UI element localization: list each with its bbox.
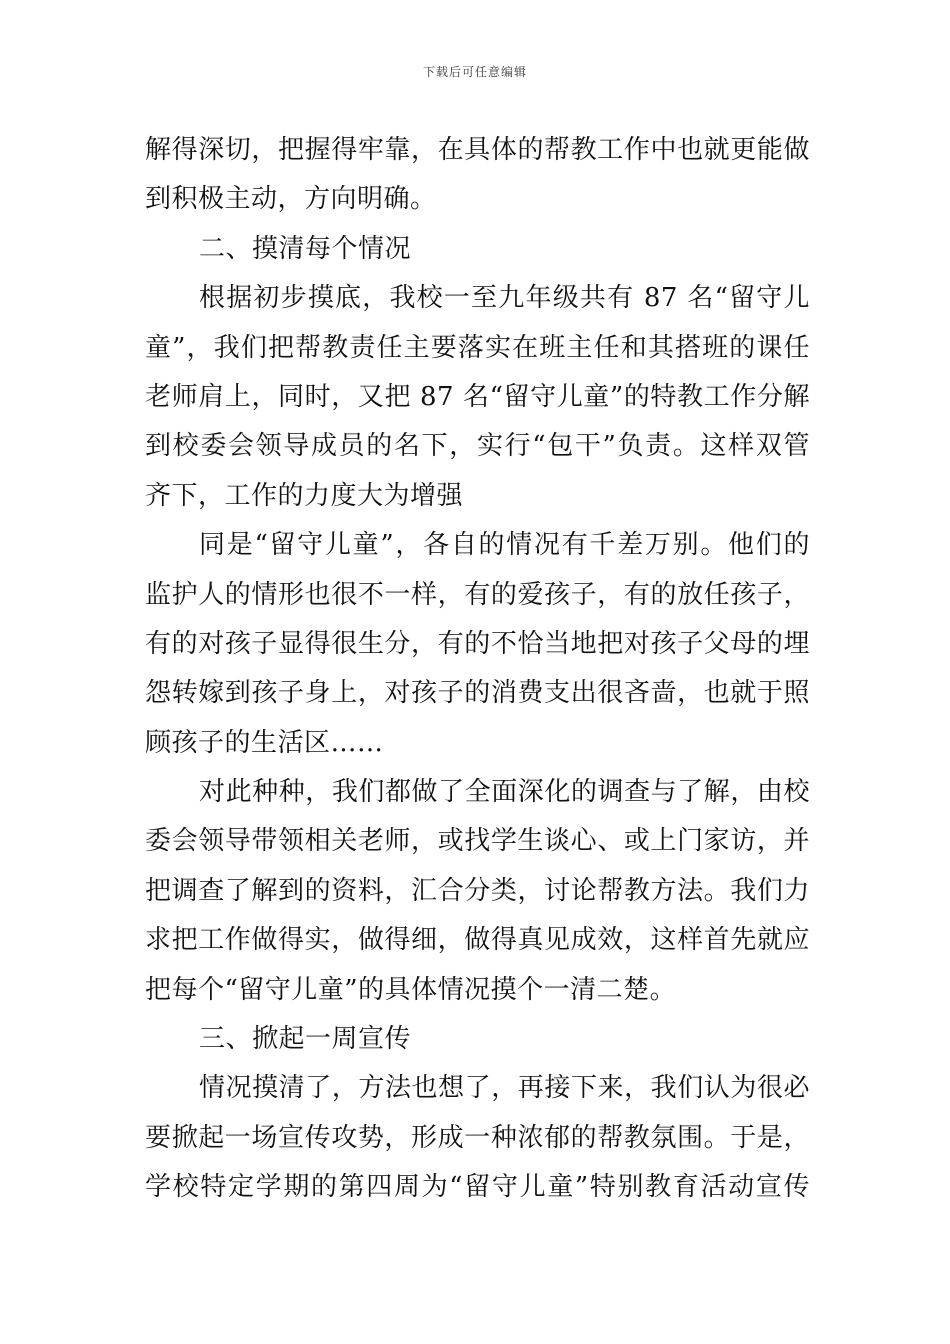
text-line: 同是“留守儿童”，各自的情况有千差万别。他们的 — [199, 530, 810, 561]
text-line: 委会领导带领相关老师，或找学生谈心、或上门家访，并 — [145, 826, 810, 857]
text-line: 童”，我们把帮教责任主要落实在班主任和其搭班的课任 — [145, 332, 810, 363]
text-line: 齐下，工作的力度大为增强 — [145, 480, 464, 511]
section-heading: 二、摸清每个情况 — [199, 233, 412, 264]
text-line: 有的对孩子显得很生分，有的不恰当地把对孩子父母的埋 — [145, 628, 810, 659]
text-line: 把每个“留守儿童”的具体情况摸个一清二楚。 — [145, 974, 677, 1005]
text-line: 情况摸清了，方法也想了，再接下来，我们认为很必 — [199, 1073, 810, 1104]
text-line: 解得深切，把握得牢靠，在具体的帮教工作中也就更能做 — [145, 135, 810, 165]
document-body — [145, 126, 810, 1213]
text-line: 怨转嫁到孩子身上，对孩子的消费支出很吝啬，也就于照 — [145, 678, 810, 709]
text-line: 要掀起一场宣传攻势，形成一种浓郁的帮教氛围。于是， — [145, 1122, 810, 1153]
text-line: 学校特定学期的第四周为“留守儿童”特别教育活动宣传 — [145, 1172, 810, 1203]
page-header: 下载后可任意编辑 — [422, 65, 527, 79]
text-line: 顾孩子的生活区…… — [145, 727, 384, 758]
text-line: 监护人的情形也很不一样，有的爱孩子，有的放任孩子， — [145, 579, 810, 610]
text-line: 到校委会领导成员的名下，实行“包干”负责。这样双管 — [145, 431, 810, 462]
text-line: 根据初步摸底，我校一至九年级共有 87 名“留守儿 — [199, 283, 810, 314]
text-line: 求把工作做得实，做得细，做得真见成效，这样首先就应 — [145, 925, 810, 956]
text-line: 把调查了解到的资料，汇合分类，讨论帮教方法。我们力 — [145, 875, 810, 906]
text-line: 老师肩上，同时，又把 87 名“留守儿童”的特教工作分解 — [145, 381, 810, 412]
section-heading: 三、掀起一周宣传 — [199, 1024, 412, 1055]
text-line: 到积极主动，方向明确。 — [145, 184, 437, 215]
text-line: 对此种种，我们都做了全面深化的调查与了解，由校 — [199, 777, 810, 808]
